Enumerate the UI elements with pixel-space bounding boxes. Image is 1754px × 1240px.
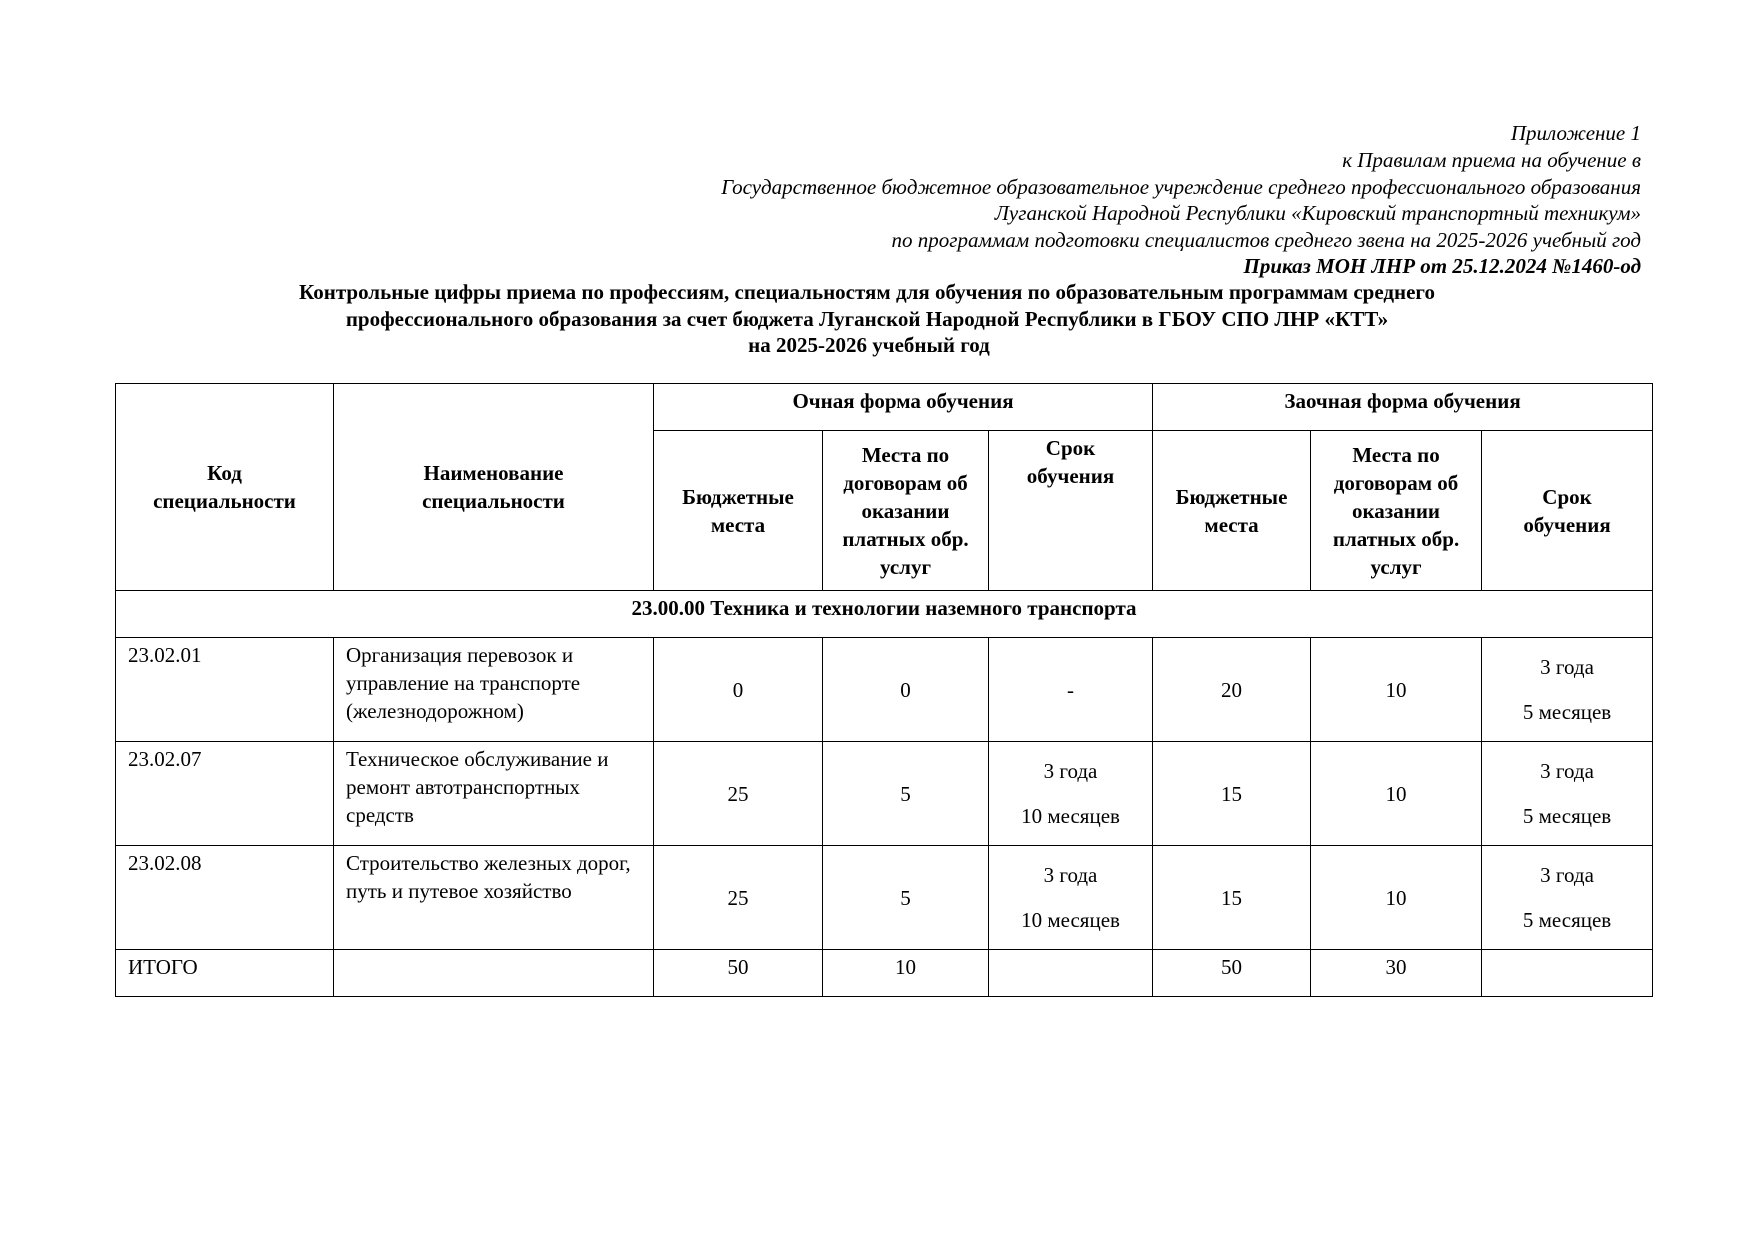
total-pt-term-empty (1482, 950, 1653, 997)
table-row (116, 742, 1653, 846)
ft-paid-places: 5 (823, 846, 989, 950)
ft-paid-places: 0 (823, 638, 989, 742)
specialty-code: 23.02.08 (116, 846, 334, 950)
total-pt-budget: 50 (1153, 950, 1311, 997)
ft-term-months: 10 месяцев (1021, 803, 1120, 828)
header-pt-paid: Места по договорам об оказании платных обр. услуг (1311, 431, 1482, 591)
pt-paid-places: 10 (1311, 742, 1482, 846)
header-ft-budget: Бюджетные места (654, 431, 823, 591)
pt-term-months: 5 месяцев (1522, 803, 1612, 828)
total-ft-paid: 10 (823, 950, 989, 997)
total-pt-paid: 30 (1311, 950, 1482, 997)
ft-study-term (989, 742, 1153, 846)
table-row (116, 846, 1653, 950)
ft-budget-places: 25 (654, 742, 823, 846)
appendix-institution-name: Луганской Народной Республики «Кировский транспортный техникум» (994, 201, 1641, 225)
header-pt-term: Срок обучения (1482, 431, 1653, 591)
title-line-2: профессионального образования за счет бюджета Луганской Народной Республики в ГБОУ СПО ЛНР «КТТ» (345, 307, 1389, 331)
specialty-name: Строительство железных дорог, путь и путевое хозяйство (334, 846, 654, 950)
total-name-empty (334, 950, 654, 997)
pt-study-term (1482, 846, 1653, 950)
specialty-name: Техническое обслуживание и ремонт автотранспортных средств (334, 742, 654, 846)
title-line-3: на 2025-2026 учебный год (748, 333, 990, 357)
header-ft-term: Срок обучения (989, 431, 1153, 591)
ft-budget-places: 0 (654, 638, 823, 742)
pt-study-term (1482, 742, 1653, 846)
total-ft-budget: 50 (654, 950, 823, 997)
pt-budget-places: 15 (1153, 742, 1311, 846)
header-name: Наименование специальности (334, 384, 654, 591)
appendix-number: Приложение 1 (1510, 121, 1641, 145)
pt-term-years: 3 года (1540, 654, 1594, 679)
pt-budget-places: 20 (1153, 638, 1311, 742)
pt-paid-places: 10 (1311, 846, 1482, 950)
pt-term-months: 5 месяцев (1522, 699, 1612, 724)
pt-study-term (1482, 638, 1653, 742)
header-code: Код специальности (116, 384, 334, 591)
ft-term-months: 10 месяцев (1021, 907, 1120, 932)
ft-term-years: 3 года (1043, 758, 1098, 783)
appendix-order: Приказ МОН ЛНР от 25.12.2024 №1460-од (1243, 254, 1641, 278)
header-full-time: Очная форма обучения (654, 384, 1153, 431)
pt-term-years: 3 года (1540, 758, 1594, 783)
pt-term-years: 3 года (1540, 862, 1594, 887)
specialty-name: Организация перевозок и управление на транспорте (железнодорожном) (334, 638, 654, 742)
pt-paid-places: 10 (1311, 638, 1482, 742)
total-ft-term-empty (989, 950, 1153, 997)
appendix-rules-reference: к Правилам приема на обучение в (1342, 148, 1641, 172)
appendix-institution-line: Государственное бюджетное образовательное учреждение среднего профессионального образования (721, 175, 1641, 199)
header-part-time: Заочная форма обучения (1153, 384, 1653, 431)
pt-budget-places: 15 (1153, 846, 1311, 950)
header-ft-paid: Места по договорам об оказании платных обр. услуг (823, 431, 989, 591)
ft-study-term: - (989, 638, 1153, 742)
pt-term-months: 5 месяцев (1522, 907, 1612, 932)
ft-study-term (989, 846, 1153, 950)
table-row (116, 638, 1653, 742)
total-row (116, 950, 1653, 997)
appendix-program-line: по программам подготовки специалистов среднего звена на 2025-2026 учебный год (891, 228, 1641, 252)
ft-budget-places: 25 (654, 846, 823, 950)
section-heading: 23.00.00 Техника и технологии наземного транспорта (116, 591, 1653, 638)
admission-table (115, 383, 1653, 997)
ft-paid-places: 5 (823, 742, 989, 846)
total-label: ИТОГО (116, 950, 334, 997)
ft-term-years: 3 года (1043, 862, 1098, 887)
specialty-code: 23.02.07 (116, 742, 334, 846)
title-line-1: Контрольные цифры приема по профессиям, специальностям для обучения по образовательным программам среднего (299, 280, 1435, 304)
header-pt-budget: Бюджетные места (1153, 431, 1311, 591)
specialty-code: 23.02.01 (116, 638, 334, 742)
